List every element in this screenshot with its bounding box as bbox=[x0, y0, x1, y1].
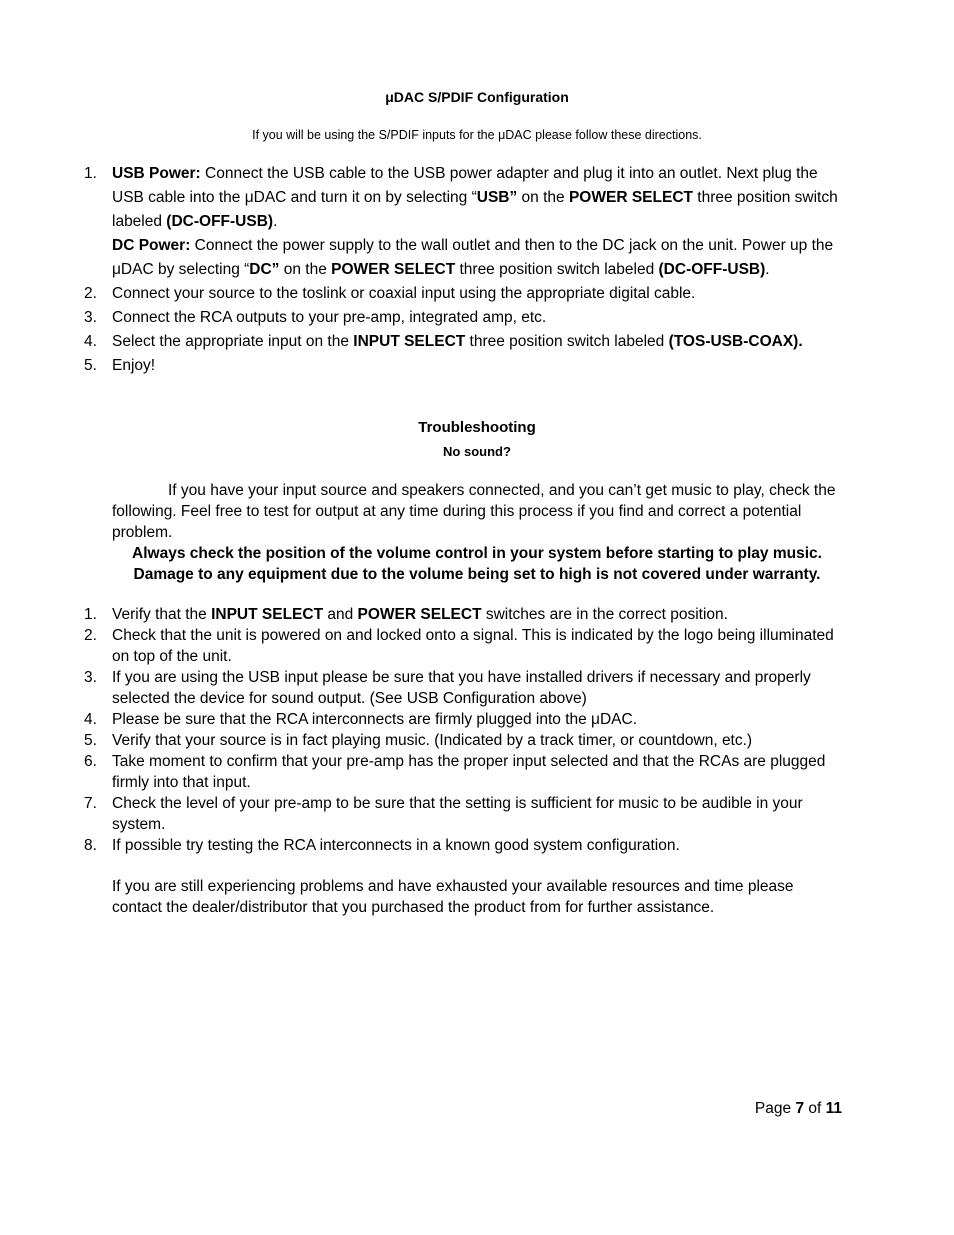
item-text: Check that the unit is powered on and locked onto a signal. This is indicated by the logo being illuminated on top of the unit. bbox=[112, 627, 834, 665]
list-item bbox=[84, 751, 844, 793]
item-number: 2. bbox=[84, 285, 97, 302]
list-item bbox=[84, 330, 844, 354]
item-text: Connect your source to the toslink or coaxial input using the appropriate digital cable. bbox=[112, 285, 696, 302]
item-bold: (DC-OFF-USB) bbox=[166, 213, 274, 230]
item-text: on the bbox=[517, 189, 569, 206]
current-page: 7 bbox=[795, 1100, 805, 1117]
item-number: 4. bbox=[84, 333, 97, 350]
item-text: Select the appropriate input on the bbox=[112, 333, 354, 350]
item-text: Connect the power supply to the wall outlet and then to the DC jack on the unit. Power up the μDAC by selecting “ bbox=[112, 237, 834, 278]
item-number: 5. bbox=[84, 732, 97, 749]
item-text: If possible try testing the RCA interconnects in a known good system configuration. bbox=[112, 837, 680, 854]
item-text: Connect the RCA outputs to your pre-amp, integrated amp, etc. bbox=[112, 309, 547, 326]
item-bold: POWER SELECT bbox=[568, 189, 693, 206]
item-number: 7. bbox=[84, 795, 97, 812]
item-text: . bbox=[273, 213, 278, 230]
list-item bbox=[84, 604, 844, 625]
section-intro: If you will be using the S/PDIF inputs for the μDAC please follow these directions. bbox=[252, 128, 702, 142]
item-number: 3. bbox=[84, 309, 97, 326]
list-item bbox=[84, 730, 844, 751]
setup-steps-list bbox=[84, 162, 844, 378]
item-bold: POWER SELECT bbox=[357, 606, 482, 623]
item-text: Verify that the bbox=[112, 606, 212, 623]
troubleshooting-list bbox=[84, 604, 844, 856]
list-item bbox=[84, 793, 844, 835]
item-bold: DC” bbox=[249, 261, 280, 278]
dc-power-label: DC Power: bbox=[112, 237, 191, 254]
section-title: μDAC S/PDIF Configuration bbox=[385, 89, 569, 105]
list-item bbox=[84, 625, 844, 667]
item-text: Enjoy! bbox=[112, 357, 156, 374]
item-text: three position switch labeled bbox=[465, 333, 669, 350]
item-number: 2. bbox=[84, 627, 97, 644]
item-text: Take moment to confirm that your pre-amp has the proper input selected and that the RCAs are plugged firmly into that input. bbox=[112, 753, 826, 791]
item-text: Connect the USB cable to the USB power adapter and plug it into an outlet. Next plug the USB cable into the μDAC and turn it on by selecting “ bbox=[112, 165, 818, 206]
item-number: 8. bbox=[84, 837, 97, 854]
list-item bbox=[84, 667, 844, 709]
list-item bbox=[84, 306, 844, 330]
item-bold: INPUT SELECT bbox=[353, 333, 466, 350]
item-number: 5. bbox=[84, 357, 97, 374]
item-text: . bbox=[765, 261, 770, 278]
troubleshooting-title: Troubleshooting bbox=[418, 419, 536, 436]
item-text: on the bbox=[279, 261, 332, 278]
list-item bbox=[84, 709, 844, 730]
item-bold: POWER SELECT bbox=[331, 261, 456, 278]
list-item bbox=[84, 354, 844, 378]
item-text: Check the level of your pre-amp to be sure that the setting is sufficient for music to be audible in your system. bbox=[112, 795, 803, 833]
item-text: three position switch labeled bbox=[455, 261, 659, 278]
item-number: 3. bbox=[84, 669, 97, 686]
list-item bbox=[84, 282, 844, 306]
warranty-warning: Always check the position of the volume control in your system before starting to play music. Damage to any equipment due to the volume being set to high is not covered under warranty. bbox=[132, 545, 822, 583]
item-text: switches are in the correct position. bbox=[481, 606, 728, 623]
page-prefix: Page bbox=[754, 1100, 796, 1117]
page-number bbox=[755, 1100, 842, 1118]
item-text: Verify that your source is in fact playing music. (Indicated by a track timer, or countdown, etc.) bbox=[112, 732, 753, 749]
item-number: 1. bbox=[84, 165, 97, 182]
list-item bbox=[84, 835, 844, 856]
troubleshooting-subtitle: No sound? bbox=[443, 444, 511, 459]
item-text: Please be sure that the RCA interconnects are firmly plugged into the μDAC. bbox=[112, 711, 638, 728]
item-bold: INPUT SELECT bbox=[211, 606, 324, 623]
list-item bbox=[84, 162, 844, 234]
item-bold: (DC-OFF-USB) bbox=[658, 261, 766, 278]
item-text: three position switch labeled bbox=[112, 189, 838, 230]
list-item bbox=[84, 234, 844, 282]
item-text: If you are using the USB input please be sure that you have installed drivers if necessary and properly selected the device for sound output. (See USB Configuration above) bbox=[112, 669, 811, 707]
item-text: and bbox=[323, 606, 358, 623]
total-pages: 11 bbox=[825, 1100, 842, 1117]
item-bold: USB” bbox=[476, 189, 518, 206]
usb-power-label: USB Power: bbox=[112, 165, 201, 182]
item-bold: (TOS-USB-COAX). bbox=[668, 333, 803, 350]
page-of: of bbox=[804, 1100, 826, 1117]
closing-paragraph: If you are still experiencing problems and have exhausted your available resources and time please contact the dealer/distributor that you purchased the product from for further assistance. bbox=[112, 878, 794, 916]
item-number: 6. bbox=[84, 753, 97, 770]
troubleshooting-intro: If you have your input source and speakers connected, and you can’t get music to play, check the following. Feel free to test for output at any time during this process if you find and correct a potential problem. bbox=[112, 482, 836, 541]
item-number: 1. bbox=[84, 606, 97, 623]
item-number: 4. bbox=[84, 711, 97, 728]
